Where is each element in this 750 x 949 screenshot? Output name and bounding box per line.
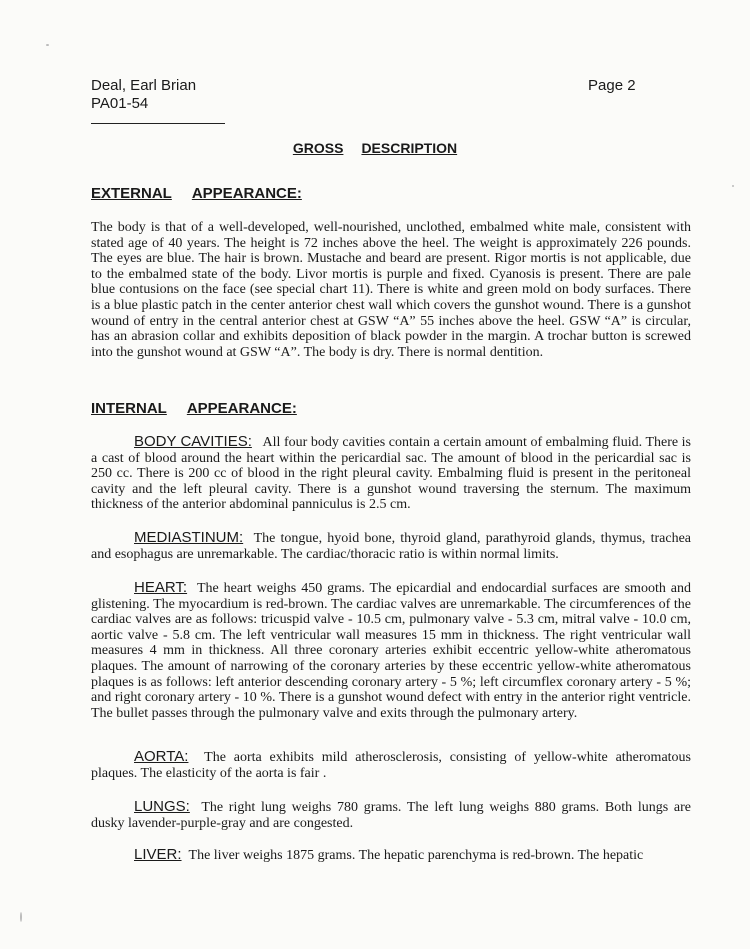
document-title (0, 140, 750, 156)
aorta-text: The aorta exhibits mild atherosclerosis, consisting of yellow-white atheromatous plaques. The elasticity of the aorta is fair . (91, 750, 691, 781)
heart-text: The heart weighs 450 grams. The epicardial and endocardial surfaces are smooth and glistening. The myocardium is red-brown. The cardiac valves are unremarkable. The circumferences of the cardiac valves are as follows: tricuspid valve - 10.5 cm, pulmonary valve - 5.3 cm, mitral valve - 10.0 cm, aortic valve - 5.8 cm. The left ventricular wall measures 15 mm in thickness. The right ventricular wall measures 4 mm in thickness. All three coronary arteries exhibit eccentric yellow-white atheromatous plaques. The amount of narrowing of the coronary arteries by these eccentric yellow-white atheromatous plaques is as follows: left anterior descending coronary artery - 5 %; left circumflex coronary artery - 5 %; and right coronary artery - 10 %. There is a gunshot wound defect with entry in the anterior right ventricle. The bullet passes through the pulmonary valve and exits through the pulmonary artery. (91, 581, 691, 721)
scan-speck (20, 912, 22, 922)
scan-speck (732, 185, 734, 187)
lungs-paragraph (91, 799, 691, 831)
internal-heading-word2: APPEARANCE: (186, 400, 297, 417)
body-cavities-paragraph (91, 434, 691, 513)
heart-label: HEART: (134, 579, 188, 596)
page-number: Page 2 (588, 77, 636, 94)
external-appearance-text: The body is that of a well-developed, well-nourished, unclothed, embalmed white male, consistent with stated age of 40 years. The height is 72 inches above the heel. The weight is approximately 226 pounds. The eyes are blue. The hair is brown. Mustache and beard are present. Rigor mortis is not applicable, due to the embalmed state of the body. Livor mortis is purple and fixed. Cyanosis is present. There are pale blue contusions on the face (see special chart 11). There is white and green mold on body surfaces. There is a blue plastic patch in the center anterior chest wall which covers the gunshot wound. There is a gunshot wound of entry in the central anterior chest at GSW “A” 55 inches above the heel. GSW “A” is circular, has an abrasion collar and exhibits deposition of black powder in the margin. A trochar button is screwed into the gunshot wound at GSW “A”. The body is dry. There is normal dentition. (91, 220, 691, 360)
lungs-text: The right lung weighs 780 grams. The left lung weighs 880 grams. Both lungs are dusky lavender-purple-gray and are congested. (91, 800, 692, 831)
liver-text: The liver weighs 1875 grams. The hepatic parenchyma is red-brown. The hepatic (188, 848, 644, 863)
internal-heading-word1: INTERNAL (91, 400, 167, 417)
body-cavities-text: All four body cavities contain a certain amount of embalming fluid. There is a cast of blood around the heart within the pericardial sac. The amount of blood in the pericardial sac is 250 cc. There is 200 cc of blood in the right pleural cavity. Embalming fluid is present in the peritoneal cavity and the left pleural cavity. There is a gunshot wound traversing the sternum. The maximum thickness of the anterior abdominal panniculus is 2.5 cm. (91, 435, 692, 513)
aorta-paragraph (91, 749, 691, 781)
internal-heading (91, 400, 297, 417)
liver-paragraph (91, 847, 691, 864)
signature-rule (91, 123, 225, 124)
patient-name: Deal, Earl Brian (91, 77, 197, 94)
title-word-gross: GROSS (292, 140, 344, 156)
liver-label: LIVER: (134, 846, 182, 863)
mediastinum-label: MEDIASTINUM: (134, 529, 244, 546)
lungs-label: LUNGS: (134, 798, 190, 815)
mediastinum-text: The tongue, hyoid bone, thyroid gland, parathyroid glands, thymus, trachea and esophagus are unremarkable. The cardiac/thoracic ratio is within normal limits. (91, 531, 691, 562)
body-cavities-label: BODY CAVITIES: (134, 433, 252, 450)
title-word-description: DESCRIPTION (361, 140, 458, 156)
aorta-label: AORTA: (134, 748, 189, 765)
scan-speck (46, 44, 49, 46)
external-heading-word2: APPEARANCE: (191, 185, 302, 202)
heart-paragraph (91, 580, 691, 721)
case-number: PA01-54 (91, 95, 149, 112)
external-heading-word1: EXTERNAL (91, 185, 172, 202)
external-heading (91, 185, 302, 202)
mediastinum-paragraph (91, 530, 691, 562)
